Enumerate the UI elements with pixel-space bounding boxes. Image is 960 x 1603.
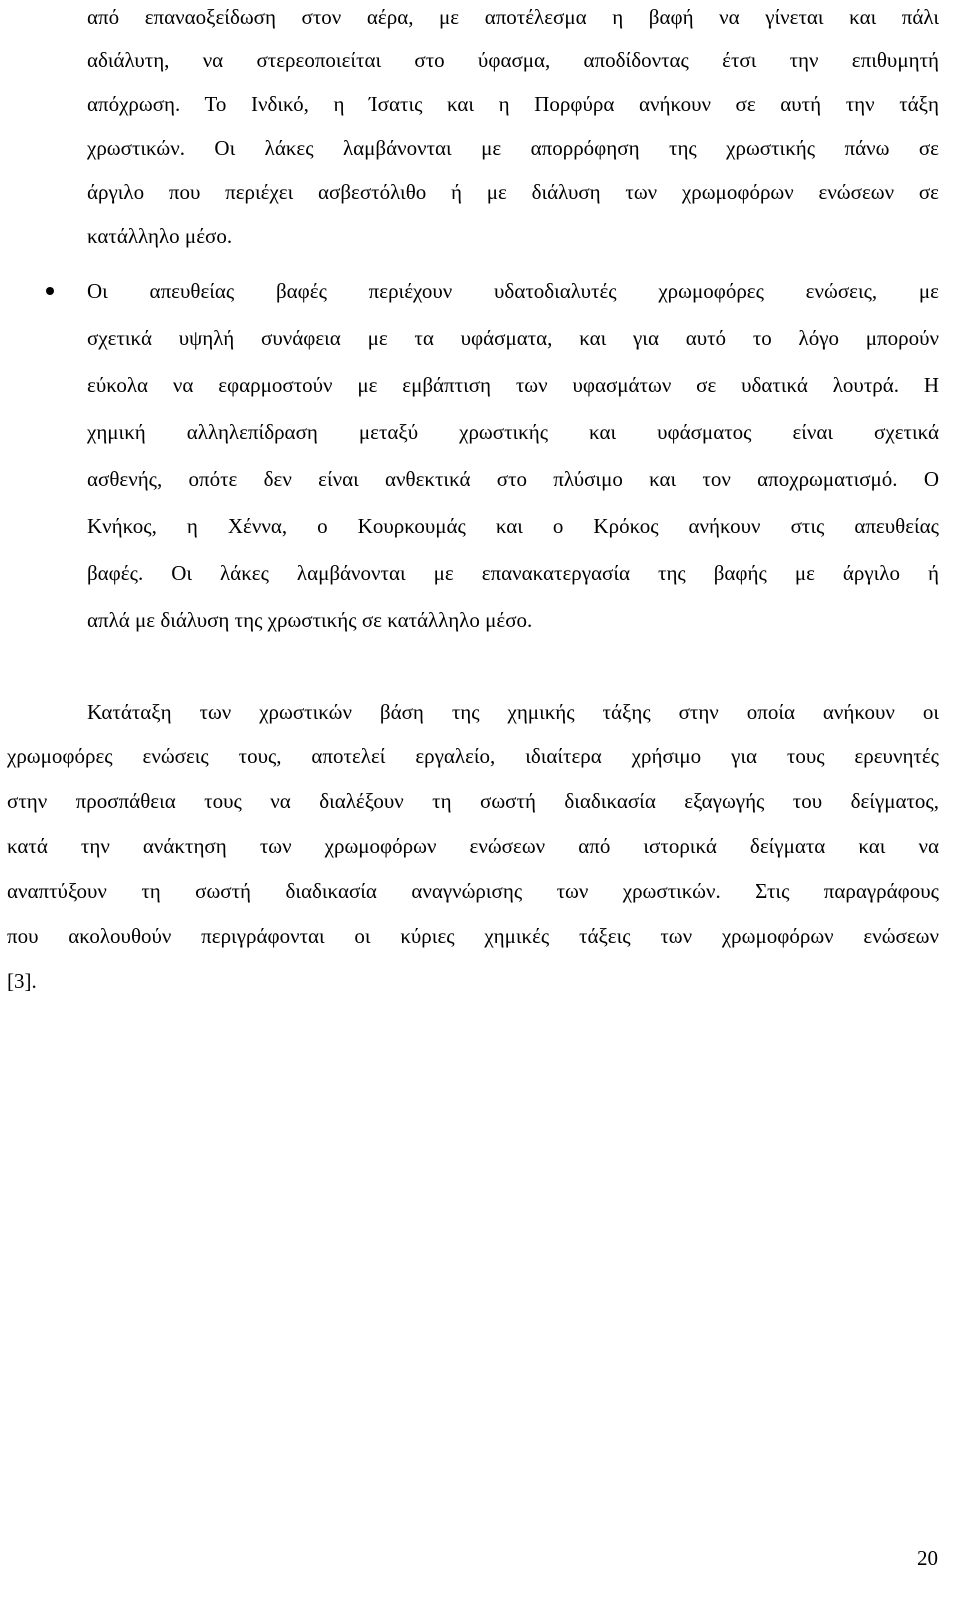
text-line: αδιάλυτη, να στερεοποιείται στο ύφασμα, αποδίδοντας έτσι την επιθυμητή xyxy=(87,48,939,72)
text-line: αναπτύξουν τη σωστή διαδικασία αναγνώρισης των χρωστικών. Στις παραγράφους xyxy=(7,879,939,903)
text-line: εύκολα να εφαρμοστούν με εμβάπτιση των υφασμάτων σε υδατικά λουτρά. Η xyxy=(87,373,939,397)
text-line: στην προσπάθεια τους να διαλέξουν τη σωστή διαδικασία εξαγωγής του δείγματος, xyxy=(7,789,939,813)
page-number: 20 xyxy=(917,1546,938,1570)
text-line: Κνήκος, η Χέννα, ο Κουρκουμάς και ο Κρόκος ανήκουν στις απευθείας xyxy=(87,514,939,538)
text-line: χρωστικών. Οι λάκες λαμβάνονται με απορρόφηση της χρωστικής πάνω σε xyxy=(87,136,939,160)
text-line: ασθενής, οπότε δεν είναι ανθεκτικά στο πλύσιμο και τον αποχρωματισμό. Ο xyxy=(87,467,939,491)
text-line: κατάλληλο μέσο. xyxy=(87,224,233,248)
text-line: που ακολουθούν περιγράφονται οι κύριες χημικές τάξεις των χρωμοφόρων ενώσεων xyxy=(7,924,939,948)
text-line: κατά την ανάκτηση των χρωμοφόρων ενώσεων από ιστορικά δείγματα και να xyxy=(7,834,939,858)
bullet-icon xyxy=(46,287,54,295)
text-line: σχετικά υψηλή συνάφεια με τα υφάσματα, και για αυτό το λόγο μπορούν xyxy=(87,326,939,350)
text-line: [3]. xyxy=(7,969,37,993)
text-line: άργιλο που περιέχει ασβεστόλιθο ή με διάλυση των χρωμοφόρων ενώσεων σε xyxy=(87,180,939,204)
text-line: από επαναοξείδωση στον αέρα, με αποτέλεσμα η βαφή να γίνεται και πάλι xyxy=(87,5,939,29)
text-line: απλά με διάλυση της χρωστικής σε κατάλληλο μέσο. xyxy=(87,608,533,632)
text-line: χημική αλληλεπίδραση μεταξύ χρωστικής και υφάσματος είναι σχετικά xyxy=(87,420,939,444)
text-line: Κατάταξη των χρωστικών βάση της χημικής τάξης στην οποία ανήκουν οι xyxy=(87,700,939,724)
text-line: βαφές. Οι λάκες λαμβάνονται με επανακατεργασία της βαφής με άργιλο ή xyxy=(87,561,939,585)
text-line: χρωμοφόρες ενώσεις τους, αποτελεί εργαλείο, ιδιαίτερα χρήσιμο για τους ερευνητές xyxy=(7,744,939,768)
text-line: απόχρωση. Το Ινδικό, η Ίσατις και η Πορφύρα ανήκουν σε αυτή την τάξη xyxy=(87,92,939,116)
text-line: Οι απευθείας βαφές περιέχουν υδατοδιαλυτές χρωμοφόρες ενώσεις, με xyxy=(87,279,939,303)
